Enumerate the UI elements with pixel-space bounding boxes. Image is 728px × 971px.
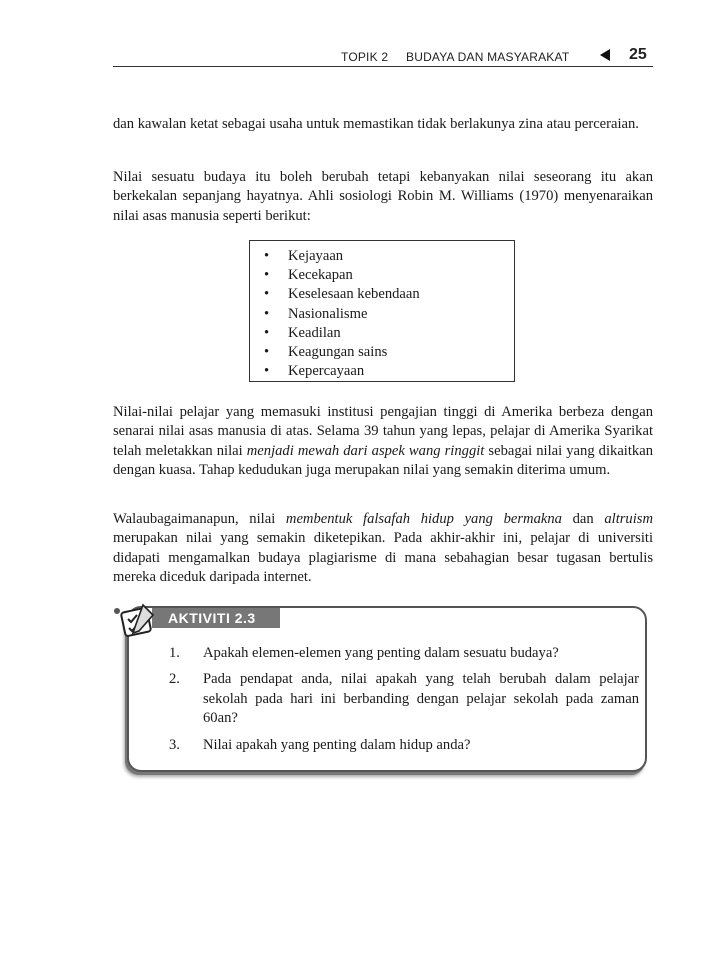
- bullet-icon: •: [264, 305, 270, 322]
- triangle-left-icon: [600, 49, 610, 61]
- value-item: [264, 324, 514, 343]
- paragraph-3-emphasis: menjadi mewah dari aspek wang ringgit: [246, 442, 485, 459]
- paragraph-1: dan kawalan ketat sebagai usaha untuk memastikan tidak berlakunya zina atau perceraian.: [113, 116, 639, 132]
- value-item: [264, 266, 514, 285]
- paragraph-3: [113, 403, 653, 481]
- value-item-label: Keselesaan kebendaan: [288, 286, 420, 303]
- header-rule: [113, 66, 653, 67]
- paragraph-4-emphasis-2: altruism: [604, 511, 653, 527]
- paragraph-3-text-a: Nilai-nilai pelajar yang memasuki institusi pengajian tinggi di Amerika berbeza dengan senarai nilai asas manusia di atas. Selama 39 tahun yang lepas, pelajar di Amerika Syarikat telah meletakkan nilai: [113, 404, 653, 459]
- value-item-label: Nasionalisme: [288, 305, 368, 322]
- activity-question: [157, 736, 639, 755]
- activity-questions: [157, 644, 639, 762]
- page-number: 25: [629, 46, 647, 63]
- bullet-icon: •: [264, 248, 270, 264]
- paragraph-4: [113, 510, 653, 588]
- question-number: 1.: [169, 645, 180, 661]
- page-header: [113, 46, 653, 66]
- activity-question: [157, 670, 639, 728]
- value-item-label: Kejayaan: [288, 248, 344, 264]
- paragraph-4-text-a: Walaubagaimanapun, nilai: [113, 511, 286, 527]
- activity-title: AKTIVITI 2.3: [152, 608, 280, 628]
- bullet-icon: •: [264, 324, 270, 341]
- value-item-label: Keagungan sains: [288, 344, 388, 361]
- bullet-icon: •: [264, 267, 270, 284]
- basic-values-box: [249, 240, 515, 382]
- bullet-icon: •: [264, 363, 270, 380]
- activity-section: [113, 601, 653, 776]
- paragraph-4-text-b: dan: [561, 511, 605, 527]
- value-item-label: Kepercayaan: [288, 363, 365, 380]
- value-item-label: Keadilan: [288, 324, 341, 341]
- question-text: Apakah elemen-elemen yang penting dalam sesuatu budaya?: [203, 645, 559, 661]
- paragraph-4-text-c: merupakan nilai yang semakin diketepikan. Pada akhir-akhir ini, pelajar di universiti didapati mengamalkan budaya plagiarisme di mana sebahagian besar tugasan bertulis mereka diceduk daripada internet.: [113, 530, 653, 586]
- bullet-icon: •: [264, 286, 270, 303]
- activity-question: [157, 644, 639, 663]
- header-title: BUDAYA DAN MASYARAKAT: [406, 50, 570, 64]
- bullet-icon: •: [264, 344, 270, 361]
- paragraph-3-text-b: sebagai nilai yang dikaitkan dengan kuasa. Tahap kedudukan juga merupakan nilai yang semakin diterima umum.: [113, 442, 653, 479]
- value-item: [264, 285, 514, 304]
- question-number: 3.: [169, 736, 180, 753]
- activity-box: [127, 606, 647, 772]
- header-topic: TOPIK 2: [341, 50, 389, 64]
- question-text: Nilai apakah yang penting dalam hidup anda?: [203, 736, 471, 753]
- question-text: Pada pendapat anda, nilai apakah yang telah berubah dalam pelajar sekolah pada hari ini berbanding dengan pelajar sekolah pada zaman 60an?: [203, 671, 639, 727]
- paragraph-2: Nilai sesuatu budaya itu boleh berubah tetapi kebanyakan nilai seseorang itu akan berkekalan sepanjang hayatnya. Ahli sosiologi Robin M. Williams (1970) menyenaraikan nilai asas manusia seperti berikut:: [113, 169, 653, 224]
- value-item: [264, 343, 514, 362]
- question-number: 2.: [169, 671, 180, 688]
- paragraph-4-emphasis-1: membentuk falsafah hidup yang bermakna: [285, 511, 562, 527]
- basic-values-list: [250, 241, 514, 381]
- value-item: [264, 247, 514, 266]
- value-item: [264, 362, 514, 381]
- value-item: [264, 305, 514, 324]
- value-item-label: Kecekapan: [288, 267, 353, 284]
- checklist-pencil-icon: [113, 601, 161, 641]
